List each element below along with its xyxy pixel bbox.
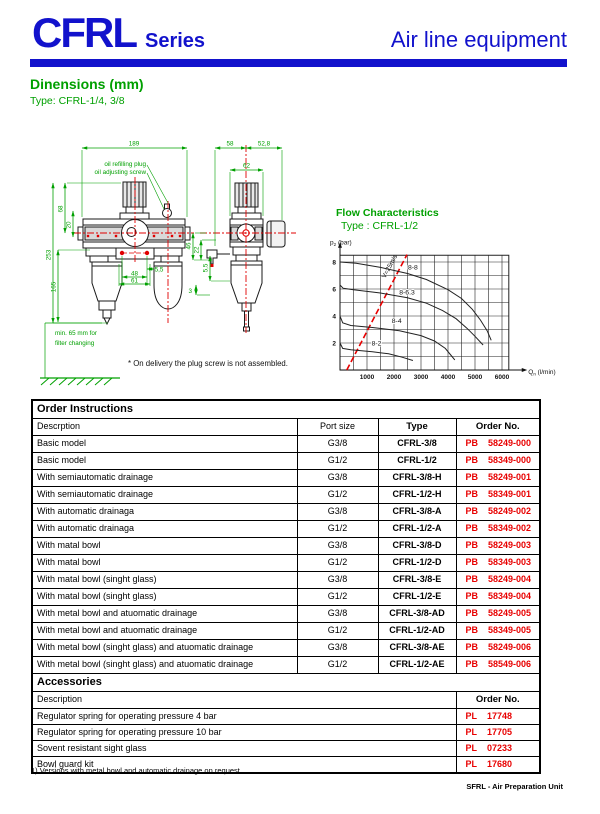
dim-total-height: 253 (45, 249, 53, 261)
dim-bolt-outer: 61 (130, 277, 139, 285)
col-header-order-no: Order No. (456, 419, 540, 436)
row-order-no: PB 58349-005 (456, 623, 540, 640)
order-table-head (32, 400, 540, 436)
row-port-size: G3/8 (297, 606, 378, 623)
accessory-description: Regulator spring for operating pressure 4 bar (32, 709, 456, 725)
y-tick-label: 4 (332, 313, 336, 321)
row-description: With matal bowl (singht glass) (32, 589, 297, 606)
row-order-no: PB 58249-005 (456, 606, 540, 623)
flow-curve (340, 262, 491, 340)
x-axis-arrow (522, 368, 528, 372)
accessories-header-row (32, 692, 540, 709)
accessories-head (32, 674, 540, 709)
row-type: CFRL-1/2-D (378, 555, 456, 572)
table-row (32, 470, 540, 487)
accessory-description: Bowl guard kit (32, 757, 456, 774)
row-port-size: G1/2 (297, 521, 378, 538)
row-port-size: G1/2 (297, 487, 378, 504)
dim-overall-width: 189 (128, 140, 140, 148)
row-port-size: G1/2 (297, 589, 378, 606)
section-type-label: Type: CFRL-1/4, 3/8 (30, 95, 125, 107)
dim-port-height: 46 (185, 242, 193, 250)
table-row (32, 538, 540, 555)
curve-label: 8-8 (407, 264, 418, 272)
table-row (32, 606, 540, 623)
oil-adjusting-screw-label: oil adjusting screw (94, 169, 146, 176)
x-tick-label: 1000 (359, 374, 375, 381)
row-type: CFRL-1/2-AE (378, 657, 456, 674)
accessories-rows (32, 709, 540, 774)
row-order-no: PB 58249-002 (456, 504, 540, 521)
row-description: With matal bowl (32, 555, 297, 572)
min-clearance-line1: min. 65 mm for (55, 330, 97, 337)
accessory-order-no: PL 07233 (456, 741, 540, 757)
accessory-order-no: PL 17680 (456, 757, 540, 774)
row-port-size: G1/2 (297, 657, 378, 674)
row-order-no: PB 58249-006 (456, 640, 540, 657)
row-order-no: PB 58349-004 (456, 589, 540, 606)
y-tick-label: 8 (332, 259, 336, 267)
table-row (32, 589, 540, 606)
chart-title: Flow Characteristics (336, 207, 439, 219)
row-order-no: PB 58249-001 (456, 470, 540, 487)
row-port-size: G3/8 (297, 538, 378, 555)
row-type: CFRL-3/8 (378, 436, 456, 453)
row-order-no: PB 58249-003 (456, 538, 540, 555)
y-axis-label: $p_2$ (bar) (330, 239, 352, 247)
brand-series-label: Series (144, 30, 206, 52)
row-order-no: PB 58549-006 (456, 657, 540, 674)
curve-label: 8-6.3 (399, 289, 415, 297)
accessories-col-description: Description (32, 692, 456, 709)
accessories-col-order-no: Order No. (456, 692, 540, 709)
table-row (32, 487, 540, 504)
dim-left-width: 58 (226, 140, 234, 148)
footer-label: SFRL - Air Preparation Unit (466, 782, 563, 791)
row-type: CFRL-3/8-D (378, 538, 456, 555)
grid-border (340, 255, 509, 370)
row-description: Basic model (32, 436, 297, 453)
row-port-size: G1/2 (297, 623, 378, 640)
dim-bolt-span: 48 (130, 270, 139, 278)
row-description: With matal bowl (singht glass) (32, 572, 297, 589)
row-order-no: PB 58349-003 (456, 555, 540, 572)
curve-label: 8-2 (371, 340, 382, 348)
order-table-rows (32, 436, 540, 674)
table-row (32, 657, 540, 674)
header-rule (30, 59, 567, 67)
row-type: CFRL-1/2-A (378, 521, 456, 538)
accessory-row (32, 741, 540, 757)
brand-logo: CFRL (32, 9, 136, 56)
dim-top-height: 68 (57, 205, 65, 213)
accessory-order-no: PL 17748 (456, 709, 540, 725)
flow-chart-svg (328, 233, 588, 383)
row-description: With semiautomatic drainage (32, 470, 297, 487)
x-tick-label: 4000 (440, 374, 456, 381)
row-description: With metal bowl (singht glass) and atuomatic drainage (32, 640, 297, 657)
order-table-header-row (32, 419, 540, 436)
row-order-no: PB 58249-000 (456, 436, 540, 453)
accessories-title-row (32, 674, 540, 692)
dim-right-width: 52,8 (257, 140, 271, 148)
col-header-description: Descrption (32, 419, 297, 436)
table-row (32, 572, 540, 589)
row-type: CFRL-3/8-A (378, 504, 456, 521)
row-description: With semiautomatic drainage (32, 487, 297, 504)
row-port-size: G3/8 (297, 504, 378, 521)
row-order-no: PB 58249-004 (456, 572, 540, 589)
product-title: Air line equipment (390, 27, 567, 52)
dim-bowl-height: 165 (50, 281, 58, 293)
table-row (32, 504, 540, 521)
row-type: CFRL-3/8-H (378, 470, 456, 487)
row-description: With metal bowl (singht glass) and atuomatic drainage (32, 657, 297, 674)
accessory-description: Regulator spring for operating pressure 10 bar (32, 725, 456, 741)
section-title: Dinensions (mm) (30, 76, 144, 92)
row-type: CFRL-3/8-AE (378, 640, 456, 657)
dim-offset-3: 3 (188, 288, 192, 295)
velocity-line-label: V=25m/s (380, 253, 400, 280)
y-tick-label: 2 (332, 340, 336, 348)
curve-label: 8-4 (391, 317, 402, 325)
row-type: CFRL-1/2-E (378, 589, 456, 606)
row-description: With metal bowl and atuomatic drainage (32, 623, 297, 640)
dim-elbow-height: 22 (193, 246, 201, 254)
x-tick-label: 2000 (386, 374, 402, 381)
row-order-no: PB 58349-000 (456, 453, 540, 470)
row-type: CFRL-1/2-AD (378, 623, 456, 640)
row-order-no: PB 58349-001 (456, 487, 540, 504)
dimension-drawing (28, 133, 338, 398)
y-tick-label: 6 (332, 286, 336, 294)
row-description: With automatic drainaga (32, 521, 297, 538)
accessory-row (32, 709, 540, 725)
row-port-size: G1/2 (297, 453, 378, 470)
row-order-no: PB 58349-002 (456, 521, 540, 538)
order-table-title: Order Instructions (32, 400, 540, 419)
table-row (32, 453, 540, 470)
min-clearance-line2: filter changing (55, 340, 95, 347)
row-description: With matal bowl (32, 538, 297, 555)
table-row (32, 436, 540, 453)
row-description: With metal bowl and atuomatic drainage (32, 606, 297, 623)
row-description: Basic model (32, 453, 297, 470)
oil-refilling-plug-label: oil refilling plug (104, 161, 146, 168)
row-type: CFRL-1/2-H (378, 487, 456, 504)
row-port-size: G3/8 (297, 640, 378, 657)
accessory-order-no: PL 17705 (456, 725, 540, 741)
row-type: CFRL-1/2 (378, 453, 456, 470)
table-row (32, 555, 540, 572)
row-port-size: G1/2 (297, 555, 378, 572)
chart-subtitle: Type : CFRL-1/2 (341, 220, 419, 232)
accessory-description: Sovent resistant sight glass (32, 741, 456, 757)
dim-drain-height: 5,5 (202, 263, 210, 273)
col-header-type: Type (378, 419, 456, 436)
assembly-note: * On delivery the plug screw is not assembled. (128, 359, 288, 368)
dim-knob-width: 62 (242, 162, 251, 170)
dim-offset: 20 (65, 221, 73, 229)
x-tick-label: 3000 (413, 374, 429, 381)
table-row (32, 623, 540, 640)
accessory-row (32, 725, 540, 741)
accessories-title: Accessories (32, 674, 540, 692)
brand (32, 9, 206, 56)
row-port-size: G3/8 (297, 470, 378, 487)
row-port-size: G3/8 (297, 572, 378, 589)
x-axis-label: $Q_n$ (l/min) (528, 369, 556, 377)
row-port-size: G3/8 (297, 436, 378, 453)
row-type: CFRL-3/8-AD (378, 606, 456, 623)
footnote: 1) Versions with metal bowl and automatic drainage on request (31, 766, 240, 775)
order-table-title-row (32, 400, 540, 419)
col-header-port-size: Port size (297, 419, 378, 436)
side-view-outline (207, 183, 285, 331)
x-tick-label: 5000 (467, 374, 483, 381)
row-type: CFRL-3/8-E (378, 572, 456, 589)
table-row (32, 521, 540, 538)
order-table (31, 399, 541, 774)
x-tick-label: 6000 (494, 374, 510, 381)
table-row (32, 640, 540, 657)
dim-bolt-offset: 5,5 (154, 266, 164, 274)
row-description: With automatic drainaga (32, 504, 297, 521)
